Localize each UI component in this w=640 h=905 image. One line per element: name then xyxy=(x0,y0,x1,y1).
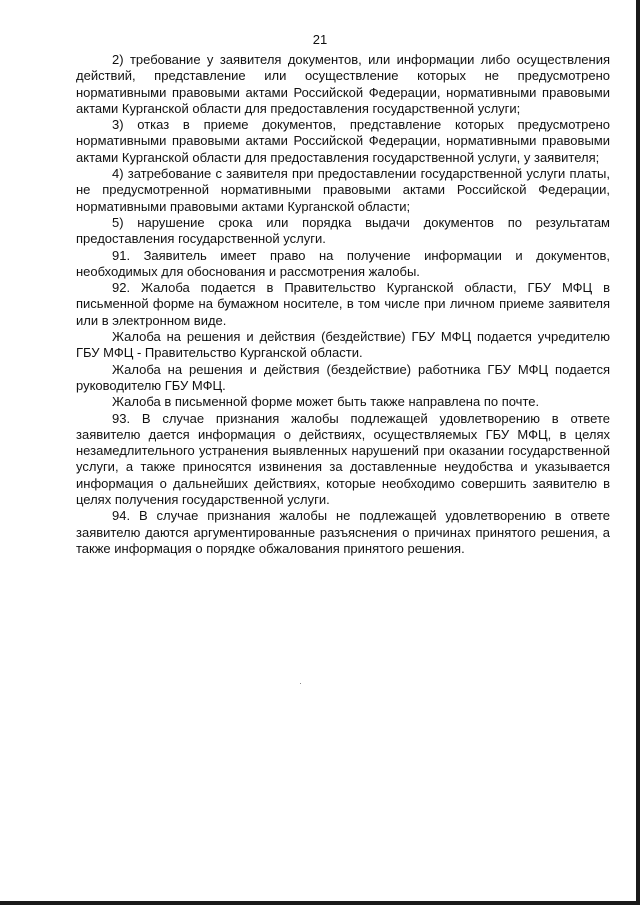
scan-speck xyxy=(300,683,301,684)
paragraph-91: 91. Заявитель имеет право на получение информации и документов, необходимых для обоснования и рассмотрения жалобы. xyxy=(76,247,610,279)
page-number: 21 xyxy=(312,32,328,47)
scan-edge-right xyxy=(636,0,640,905)
scan-edge-bottom xyxy=(0,901,640,905)
paragraph-94: 94. В случае признания жалобы не подлежащей удовлетворению в ответе заявителю даются аргументированные разъяснения о причинах принятого решения, а также информация о порядке обжалования принятого решения. xyxy=(76,508,610,556)
paragraph-complaint-worker: Жалоба на решения и действия (бездействие) работника ГБУ МФЦ подается руководителю ГБУ МФЦ. xyxy=(76,361,610,393)
paragraph-complaint-mfc: Жалоба на решения и действия (бездействие) ГБУ МФЦ подается учредителю ГБУ МФЦ - Правительство Курганской области. xyxy=(76,329,610,361)
paragraph-item-3: 3) отказ в приеме документов, представление которых предусмотрено нормативными правовыми актами Российской Федерации, нормативными правовыми актами Курганской области для предоставления государственной услуги, у заявителя; xyxy=(76,117,610,165)
document-body xyxy=(76,52,610,557)
paragraph-item-2: 2) требование у заявителя документов, или информации либо осуществления действий, представление или осуществление которых не предусмотрено нормативными правовыми актами Российской Федерации, нормативными правовыми актами Курганской области для предоставления государственной услуги; xyxy=(76,52,610,116)
paragraph-complaint-mail: Жалоба в письменной форме может быть также направлена по почте. xyxy=(112,394,540,410)
paragraph-item-5: 5) нарушение срока или порядка выдачи документов по результатам предоставления государственной услуги. xyxy=(76,214,610,247)
paragraph-93: 93. В случае признания жалобы подлежащей удовлетворению в ответе заявителю дается информация о действиях, осуществляемых ГБУ МФЦ, в целях незамедлительного устранения выявленных нарушений при оказании государственной услуги, а также приносятся извинения за доставленные неудобства и указывается информация о дальнейших действиях, которые необходимо совершить заявителю в целях получения государственной услуги. xyxy=(76,410,610,508)
paragraph-92: 92. Жалоба подается в Правительство Курганской области, ГБУ МФЦ в письменной форме на бумажном носителе, в том числе при личном приеме заявителя или в электронном виде. xyxy=(76,280,610,328)
paragraph-item-4: 4) затребование с заявителя при предоставлении государственной услуги платы, не предусмотренной нормативными правовыми актами Российской Федерации, нормативными правовыми актами Курганской области; xyxy=(76,166,610,214)
